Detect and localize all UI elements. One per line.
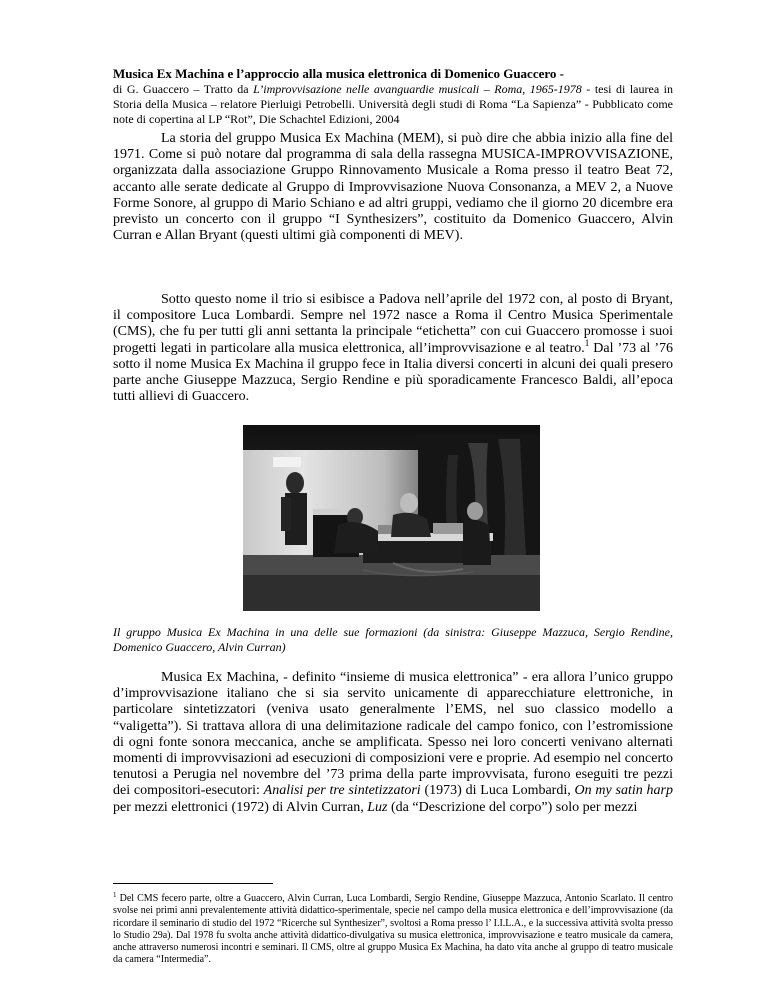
paragraph-2 bbox=[113, 292, 673, 405]
credits-rest: - tesi di laurea in Storia della Musica – relatore Pierluigi Petrobelli. Università degli studi di Roma “La Sapienza” - Pubblicato come note di copertina al LP “Rot”, Die Schachtel Edizioni, 2004 bbox=[113, 82, 674, 126]
group-photo-image bbox=[243, 425, 540, 611]
credits-line bbox=[113, 82, 673, 127]
work-title-satin-harp: On my satin harp bbox=[574, 783, 673, 799]
paragraph-3-text: (da “Descrizione del corpo”) solo per mezzi bbox=[387, 799, 638, 815]
paragraph-1: La storia del gruppo Musica Ex Machina (MEM), si può dire che abbia inizio alla fine del 1971. Come si può notare dal programma di sala della rassegna MUSICA-IMPROVVISAZIONE, organizzata dalla associazione Gruppo Rinnovamento Musicale a Roma presso il teatro Beat 72, accanto alle serate dedicate al Gruppo di Improvvisazione Nuova Consonanza, a MEV 2, a Nuove Forme Sonore, al gruppo di Mario Schiano e ad altri gruppi, vediamo che il giorno 20 dicembre era previsto un concerto con il gruppo “I Synthesizers”, costituito da Domenico Guaccero, Alvin Curran e Allan Bryant (questi ultimi già componenti di MEV). bbox=[113, 131, 673, 244]
photo-caption: Il gruppo Musica Ex Machina in una delle sue formazioni (da sinistra: Giuseppe Mazzuca, Sergio Rendine, Domenico Guaccero, Alvin Curran) bbox=[113, 625, 673, 654]
work-title-luz: Luz bbox=[367, 799, 388, 815]
footnote-text: Del CMS fecero parte, oltre a Guaccero, Alvin Curran, Luca Lombardi, Sergio Rendine, Giuseppe Mazzuca, Antonio Scarlato. Il centro svolse nei primi anni prevalentemente attività didattico-sperimentale, specie nel campo della musica elettronica e dell’improvvisazione (da ricordare il seminario di studio del 1972 “Ricerche sul Synthesizer”, svoltosi a Roma presso l’ I.I.L.A., e la successiva attività svolta presso lo Studio 29a). Dal 1978 fu svolta anche attività didattico-divulgativa su musica elettronica, improvvisazione e teatro musicale da camera, anche attraverso numerosi incontri e seminari. Il CMS, oltre al gruppo Musica Ex Machina, ha dato vita anche al gruppo di teatro musicale da camera “Intermedia”. bbox=[113, 893, 673, 966]
footnote-separator bbox=[113, 883, 273, 884]
document-title: Musica Ex Machina e l’approccio alla musica elettronica di Domenico Guaccero - bbox=[113, 66, 564, 81]
group-photo bbox=[243, 425, 540, 611]
paragraph-2-text: Sotto questo nome il trio si esibisce a Padova nell’aprile del 1972 con, al posto di Bryant, il compositore Luca Lombardi. Sempre nel 1972 nasce a Roma il Centro Musica Sperimentale (CMS), che fu per tutti gli anni settanta la principale “etichetta” con cui Guaccero promosse i suoi progetti legati in particolare alla musica elettronica, all’improvvisazione e al teatro. bbox=[113, 292, 673, 356]
footnote-mark: 1 bbox=[113, 891, 117, 899]
footnote-1 bbox=[113, 893, 673, 967]
credits-prefix: di G. Guaccero – Tratto da bbox=[113, 82, 254, 96]
paragraph-3-text: per mezzi elettronici (1972) di Alvin Curran, bbox=[113, 799, 368, 815]
paragraph-3-text: Musica Ex Machina, - definito “insieme di musica elettronica” - era allora l’unico gruppo d’improvvisazione italiano che si sia servito unicamente di apparecchiature elettroniche, in particolare sintetizzatori (veniva usato generalmente l’EMS, nel suo classico modello a “valigetta”). Si trattava allora di una delimitazione radicale del campo fonico, con l’estromissione di ogni fonte sonora meccanica, anche se amplificata. Spesso nei loro concerti venivano alternati momenti di improvvisazioni ad esecuzioni di composizioni vere e proprie. Ad esempio nel concerto tenutosi a Perugia nel novembre del ’73 prima della parte improvvisata, furono eseguiti tre pezzi dei compositori-esecutori: bbox=[113, 670, 673, 799]
credits-source-title: L’improvvisazione nelle avanguardie musicali – Roma, 1965-1978 bbox=[253, 82, 582, 96]
paragraph-2-text-cont: Dal ’73 al ’76 sotto il nome Musica Ex Machina il gruppo fece in Italia diversi concerti in alcuni dei quali presero parte anche Giuseppe Mazzuca, Sergio Rendine e più sporadicamente Francesco Baldi, all’epoca tutti allievi di Guaccero. bbox=[113, 340, 673, 405]
paragraph-3-text: (1973) di Luca Lombardi, bbox=[420, 783, 575, 799]
work-title-analisi: Analisi per tre sintetizzatori bbox=[263, 783, 421, 799]
footnote-reference[interactable]: 1 bbox=[584, 337, 590, 348]
paragraph-3 bbox=[113, 670, 673, 816]
